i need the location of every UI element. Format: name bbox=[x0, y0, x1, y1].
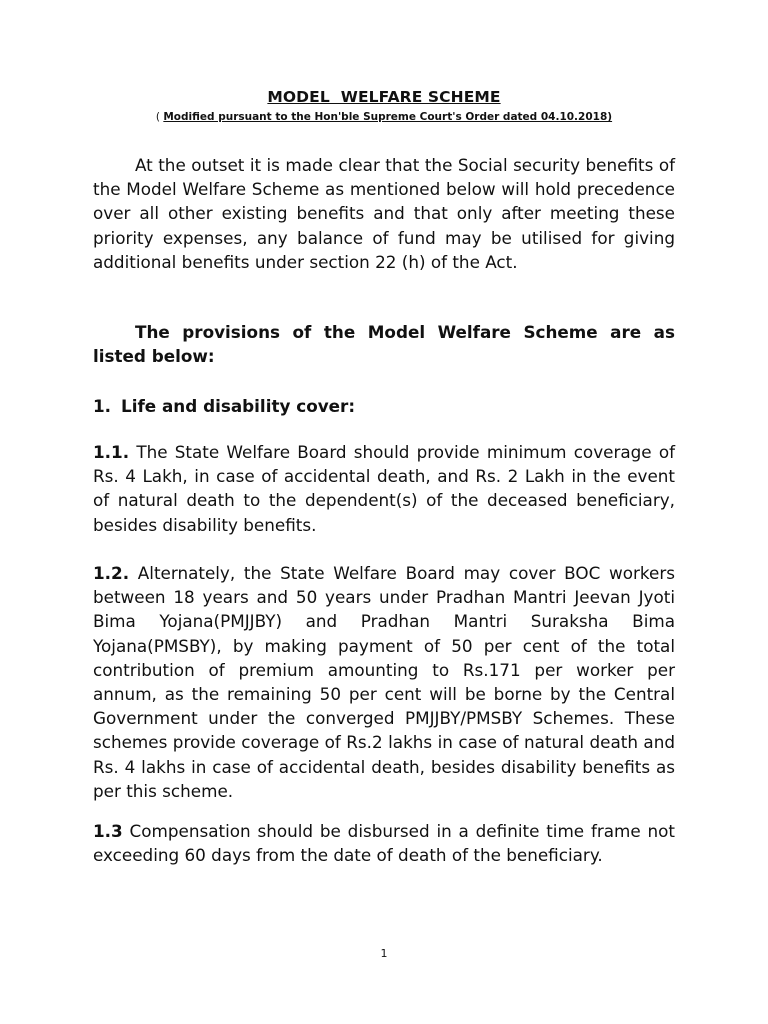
clause-number: 1.3 bbox=[93, 821, 123, 841]
intro-paragraph: At the outset it is made clear that the Social security benefits of the Model Welfare Scheme as mentioned below will hold precedence over all other existing benefits and that only after meeting these priority expenses, any balance of fund may be utilised for giving additional benefits under section 22 (h) of the Act. bbox=[93, 155, 675, 272]
provisions-heading: The provisions of the Model Welfare Scheme are as listed below: bbox=[93, 322, 675, 367]
clause-1-3 bbox=[93, 819, 675, 867]
clause-number: 1.1. bbox=[93, 442, 130, 462]
document-subtitle bbox=[0, 111, 768, 123]
clause-1-2 bbox=[93, 561, 675, 803]
page-number: 1 bbox=[380, 947, 388, 960]
section-1-number: 1. bbox=[93, 396, 112, 416]
subtitle-open-paren: ( bbox=[155, 111, 164, 123]
clause-text: The State Welfare Board should provide minimum coverage of Rs. 4 Lakh, in case of accidental death, and Rs. 2 Lakh in the event of natural death to the dependent(s) of the deceased beneficiary, besides disability benefits. bbox=[93, 442, 675, 535]
section-1-heading bbox=[93, 394, 675, 418]
section-1-title: Life and disability cover: bbox=[121, 396, 356, 416]
clause-text: Compensation should be disbursed in a definite time frame not exceeding 60 days from the date of death of the beneficiary. bbox=[93, 821, 675, 866]
clause-1-1 bbox=[93, 440, 675, 537]
subtitle-text: Modified pursuant to the Hon'ble Supreme Court's Order dated 04.10.2018) bbox=[163, 111, 613, 123]
clause-text: Alternately, the State Welfare Board may cover BOC workers between 18 years and 50 years under Pradhan Mantri Jeevan Jyoti Bima Yojana(PMJJBY) and Pradhan Mantri Suraksha Bima Yojana(PMSBY), by making payment of 50 per cent of the total contribution of premium amounting to Rs.171 per worker per annum, as the remaining 50 per cent will be borne by the Central Government under the converged PMJJBY/PMSBY Schemes. These schemes provide coverage of Rs.2 lakhs in case of natural death and Rs. 4 lakhs in case of accidental death, besides disability benefits as per this scheme. bbox=[93, 563, 675, 801]
document-title: MODEL WELFARE SCHEME bbox=[267, 88, 501, 106]
clause-number: 1.2. bbox=[93, 563, 130, 583]
